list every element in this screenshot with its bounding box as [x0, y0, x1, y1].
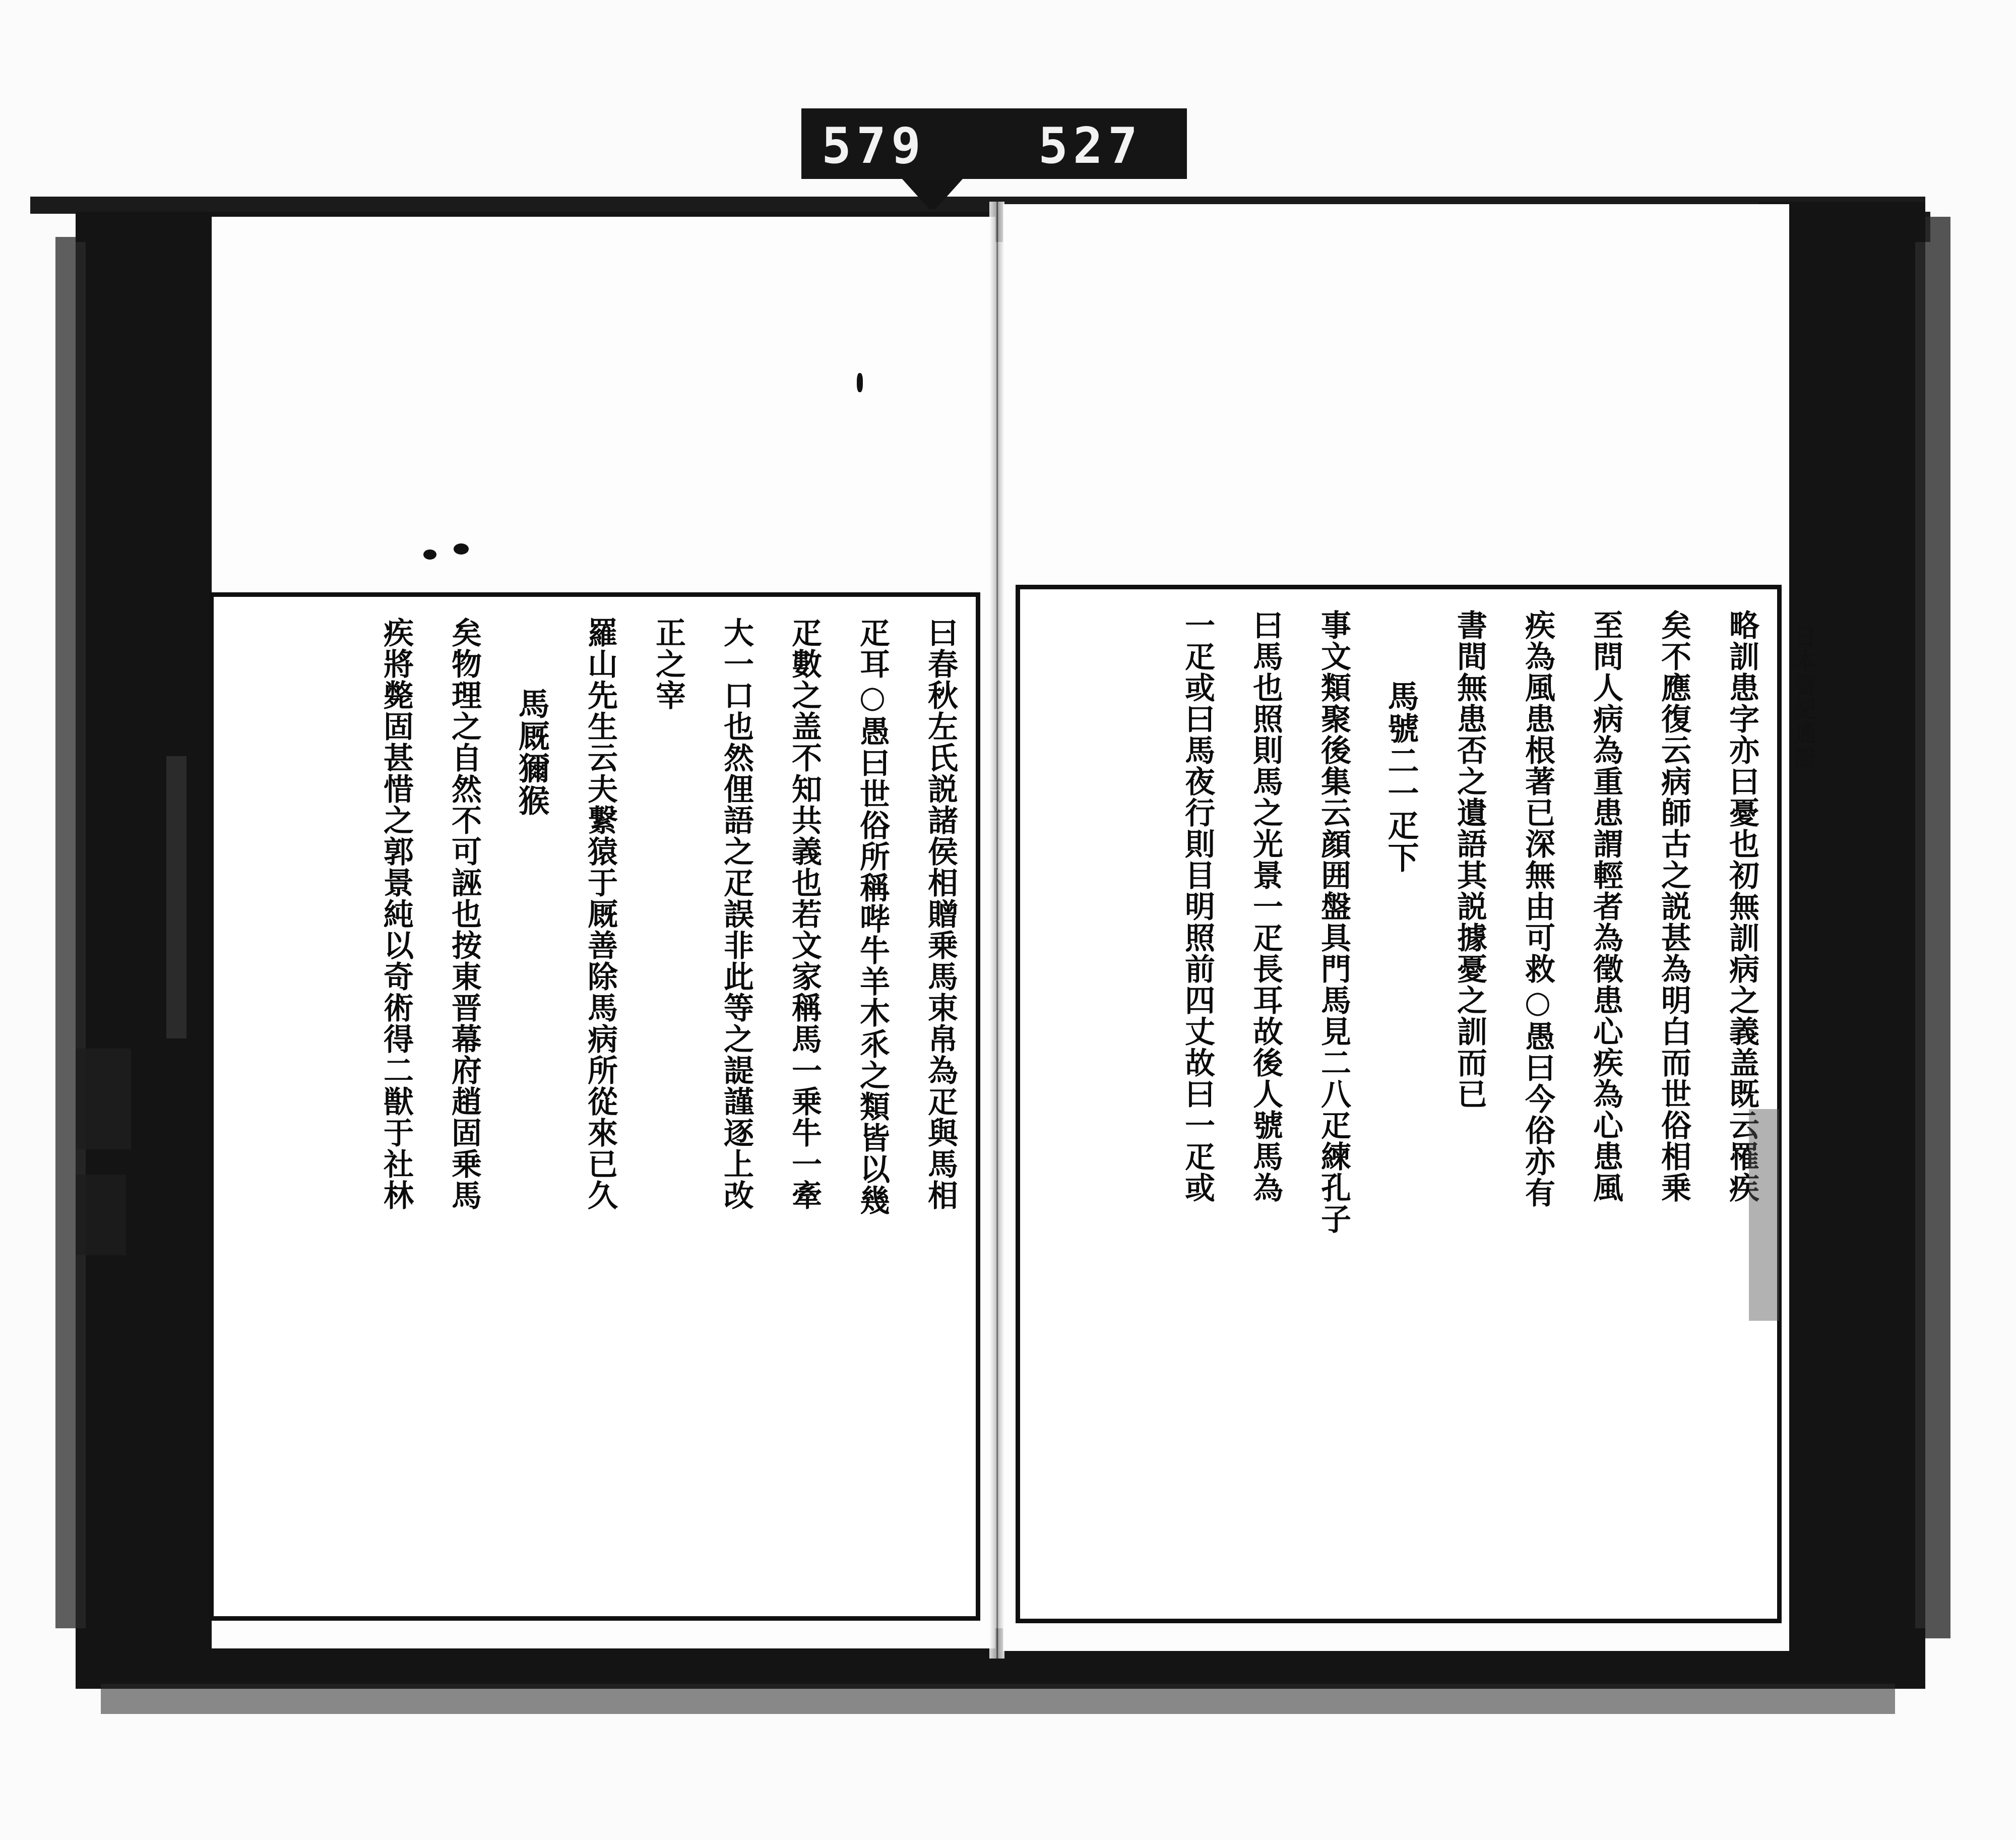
frame-counter-right: 527 — [1038, 117, 1143, 175]
text-column: 事文類聚後集云顔囲盤具門馬見二八疋練孔子 — [1316, 609, 1351, 1235]
frame-counter-plate — [801, 108, 1187, 179]
text-column: 正之宰 — [651, 617, 686, 711]
book-gutter — [989, 202, 1004, 1659]
side-title: 日本書紀通證 — [1790, 625, 1816, 770]
text-column: 一疋或曰馬夜行則目明照前四丈故曰一疋或 — [1180, 609, 1215, 1203]
text-column-entry-head: 馬號二一疋下 — [1382, 680, 1419, 874]
ink-speck — [857, 373, 863, 392]
text-column: 矣不應復云病師古之説甚為明白而世俗相乗 — [1656, 609, 1691, 1203]
ink-speck — [454, 543, 469, 555]
entry-heading: 馬厩獮猴 — [513, 688, 550, 817]
edge-smudge — [76, 1175, 126, 1255]
text-column: 疋數之盖不知共義也若文家稱馬一乗牛一牽 — [787, 617, 822, 1211]
edge-smudge — [166, 756, 186, 1038]
frame-counter-left: 579 — [822, 117, 926, 175]
ink-speck — [423, 549, 436, 560]
text-column: 大一口也然俚語之疋誤非此等之諟謹逐上改 — [719, 617, 754, 1211]
book-shadow-bottom-soft — [101, 1684, 1895, 1714]
text-frame-left — [209, 592, 980, 1621]
text-column: 疋耳○愚曰世俗所稱哔牛羊木乑之類皆以幾 — [855, 617, 890, 1216]
book-shadow-left — [76, 212, 222, 1659]
text-column: 疾為風患根著已深無由可救○愚曰今俗亦有 — [1520, 609, 1555, 1208]
text-column: 略訓患字亦曰憂也初無訓病之義盖既云罹疾 — [1724, 609, 1759, 1203]
text-column: 曰馬也照則馬之光景一疋長耳故後人號馬為 — [1248, 609, 1283, 1203]
book-shadow-left-soft — [55, 237, 86, 1628]
text-column: 曰春秋左氏説諸侯相贈乗馬束帛為疋與馬相 — [923, 617, 958, 1211]
text-column: 疾將斃固甚惜之郭景純以奇術得二獣于社林 — [379, 617, 414, 1211]
edge-smudge — [1749, 1109, 1779, 1321]
text-frame-right — [1016, 585, 1782, 1623]
text-column: 至問人病為重患謂輕者為徵患心疾為心患風 — [1588, 609, 1623, 1203]
edge-smudge — [76, 1049, 131, 1149]
text-column: 書間無患否之遺語其説據憂之訓而已 — [1452, 609, 1487, 1110]
text-column: 矣物理之自然不可誣也按東晋幕府趙固乗馬 — [447, 617, 482, 1211]
text-column: 羅山先生云夫繋猿于厩善除馬病所從來已久 — [583, 617, 618, 1211]
book-shadow-right-soft — [1915, 217, 1950, 1638]
